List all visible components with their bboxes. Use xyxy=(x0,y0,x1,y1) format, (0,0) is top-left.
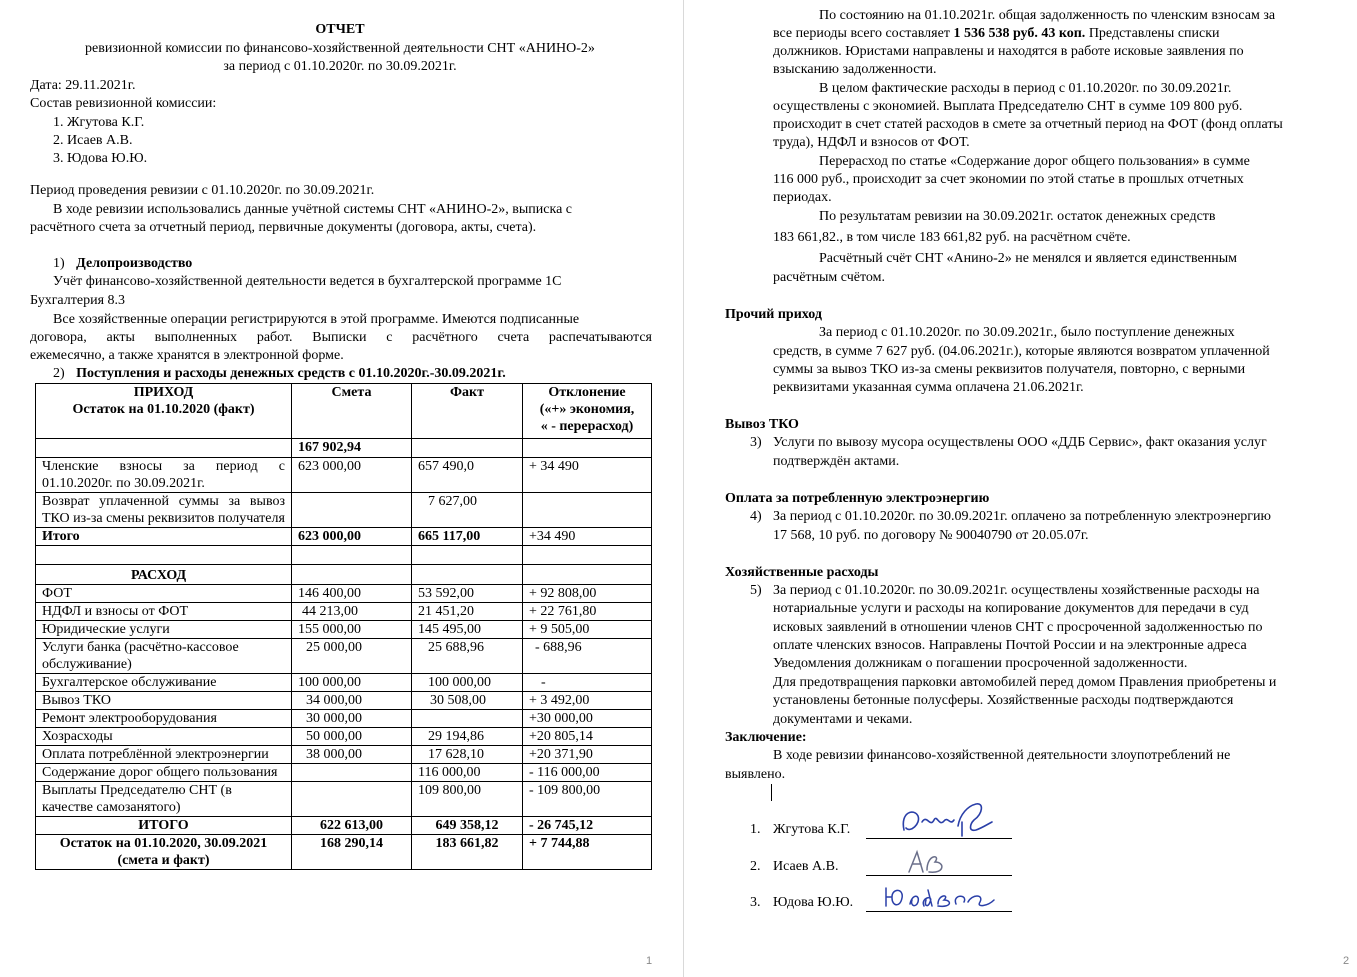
paragraph-line: должников. Юристами направлены и находятся в работе исковые заявления по xyxy=(773,44,1244,59)
paragraph-line: Уведомления должникам о погашении просроченной задолженности. xyxy=(773,656,1188,671)
signer-number: 1. xyxy=(750,822,761,837)
header-opening: Остаток на 01.10.2020 (факт) xyxy=(72,402,255,417)
header-deviation: « - перерасход) xyxy=(540,419,634,434)
row-deviation: + 3 492,00 xyxy=(523,692,652,710)
commission-title: Состав ревизионной комиссии: xyxy=(30,96,217,111)
paragraph-line: Учёт финансово-хозяйственной деятельности ведется в бухгалтерской программе 1С xyxy=(53,274,562,289)
paragraph-line: взысканию задолженности. xyxy=(773,62,937,77)
table-row xyxy=(36,585,652,603)
row-fact: 145 495,00 xyxy=(412,621,523,639)
intro-line: В ходе ревизии использовались данные учётной системы СНТ «АНИНО-2», выписка с xyxy=(53,202,573,217)
row-deviation xyxy=(523,493,652,528)
section-2-heading xyxy=(53,366,506,382)
row-deviation: - 26 745,12 xyxy=(523,817,652,835)
list-number: 5) xyxy=(750,583,762,598)
commission-member: 1. Жгутова К.Г. xyxy=(53,115,145,130)
row-fact: 116 000,00 xyxy=(412,764,523,782)
row-plan: 155 000,00 xyxy=(292,621,412,639)
section-title: Прочий приход xyxy=(725,307,822,322)
header-income: ПРИХОД xyxy=(133,385,194,400)
closing-balance-row xyxy=(36,835,652,870)
paragraph-line: труда), НДФЛ и взносов от ФОТ. xyxy=(773,135,970,150)
row-deviation: - 688,96 xyxy=(523,639,652,674)
paragraph-line: подтверждён актами. xyxy=(773,454,900,469)
table-row xyxy=(36,764,652,782)
table-row xyxy=(36,728,652,746)
row-name: Выплаты Председателю СНТ (в качестве самозанятого) xyxy=(36,782,292,817)
row-name: Содержание дорог общего пользования xyxy=(36,764,292,782)
opening-balance-cell: 167 902,94 xyxy=(292,439,412,458)
row-name: Итого xyxy=(36,528,292,546)
row-plan: 34 000,00 xyxy=(292,692,412,710)
income-total-row xyxy=(36,528,652,546)
row-plan: 100 000,00 xyxy=(292,674,412,692)
signer-number: 2. xyxy=(750,859,761,874)
list-number: 3) xyxy=(750,435,762,450)
row-deviation: +20 371,90 xyxy=(523,746,652,764)
paragraph-line: За период с 01.10.2020г. по 30.09.2021г. оплачено за потребленную электроэнергию xyxy=(773,509,1271,524)
text-cursor xyxy=(771,784,772,801)
row-deviation: - 116 000,00 xyxy=(523,764,652,782)
table-cell xyxy=(36,546,292,565)
table-row xyxy=(36,674,652,692)
report-title: ОТЧЕТ xyxy=(315,22,365,37)
row-plan: 38 000,00 xyxy=(292,746,412,764)
table-cell xyxy=(36,439,292,458)
row-plan: 146 400,00 xyxy=(292,585,412,603)
table-row xyxy=(36,546,652,565)
grand-total-row xyxy=(36,817,652,835)
row-fact: 183 661,82 xyxy=(412,835,523,870)
paragraph-line: осуществлены с экономией. Выплата Председателю СНТ в сумме 109 800 руб. xyxy=(773,99,1243,114)
paragraph-line: нотариальные услуги и расходы на копирование документов для передачи в суд xyxy=(773,601,1249,616)
row-plan: 168 290,14 xyxy=(292,835,412,870)
paragraph-line: Расчётный счёт СНТ «Анино-2» не менялся и является единственным xyxy=(819,251,1238,266)
row-name: Услуги банка (расчётно-кассовое обслуживание) xyxy=(36,639,292,674)
section-title: Делопроизводство xyxy=(76,256,193,271)
signature-isaev xyxy=(905,846,955,878)
row-deviation: + 22 761,80 xyxy=(523,603,652,621)
row-fact: 7 627,00 xyxy=(412,493,523,528)
paragraph-line: Перерасход по статье «Содержание дорог общего пользования» в сумме xyxy=(819,154,1250,169)
expense-header-row xyxy=(36,565,652,585)
paragraph-line: оплате членских взносов. Направлены Почтой России и на электронные адреса xyxy=(773,638,1247,653)
section-title: Оплата за потребленную электроэнергию xyxy=(725,491,990,506)
row-name: Членские взносы за период с 01.10.2020г. по 30.09.2021г. xyxy=(36,458,292,493)
paragraph-line: 183 661,82., в том числе 183 661,82 руб. на расчётном счёте. xyxy=(773,230,1131,245)
paragraph-line: периодах. xyxy=(773,190,832,205)
conclusion-title: Заключение: xyxy=(725,730,807,745)
row-deviation: + 9 505,00 xyxy=(523,621,652,639)
row-name: Ремонт электрооборудования xyxy=(36,710,292,728)
report-subtitle: ревизионной комиссии по финансово-хозяйственной деятельности СНТ «АНИНО-2» xyxy=(85,41,595,56)
paragraph-line: документами и чеками. xyxy=(773,712,913,727)
row-name: НДФЛ и взносы от ФОТ xyxy=(36,603,292,621)
table-row xyxy=(36,493,652,528)
debt-amount: 1 536 538 руб. 43 коп. xyxy=(953,26,1086,41)
paragraph-line: суммы за вывоз ТКО из-за смены реквизитов получателя, повторно, с верными xyxy=(773,362,1246,377)
paragraph-line: В целом фактические расходы в период с 01.10.2020г. по 30.09.2021г. xyxy=(819,81,1232,96)
row-name: Возврат уплаченной суммы за вывоз ТКО из-за смены реквизитов получателя xyxy=(36,493,292,528)
row-fact: 100 000,00 xyxy=(412,674,523,692)
row-deviation: + 34 490 xyxy=(523,458,652,493)
row-plan: 623 000,00 xyxy=(292,528,412,546)
expense-header: РАСХОД xyxy=(36,565,292,585)
signer-number: 3. xyxy=(750,895,761,910)
row-name: Вывоз ТКО xyxy=(36,692,292,710)
row-fact: 17 628,10 xyxy=(412,746,523,764)
row-name: ИТОГО xyxy=(36,817,292,835)
paragraph-line: расчётным счётом. xyxy=(773,270,885,285)
table-row xyxy=(36,710,652,728)
row-fact: 21 451,20 xyxy=(412,603,523,621)
section-1-heading xyxy=(53,256,192,272)
table-cell xyxy=(292,546,412,565)
table-cell xyxy=(292,565,412,585)
intro-line: расчётного счета за отчетный период, первичные документы (договора, акты, счета). xyxy=(30,220,537,235)
paragraph-line: Для предотвращения парковки автомобилей перед домом Правления приобретены и xyxy=(773,675,1277,690)
row-fact: 665 117,00 xyxy=(412,528,523,546)
paragraph-line: Бухгалтерия 8.3 xyxy=(30,293,126,308)
paragraph-line: По результатам ревизии на 30.09.2021г. остаток денежных средств xyxy=(819,209,1216,224)
row-plan: 44 213,00 xyxy=(292,603,412,621)
paragraph-line: За период с 01.10.2020г. по 30.09.2021г. осуществлены хозяйственные расходы на xyxy=(773,583,1260,598)
report-period: за период с 01.10.2020г. по 30.09.2021г. xyxy=(223,59,457,74)
row-plan: 50 000,00 xyxy=(292,728,412,746)
paragraph-line: средств, в сумме 7 627 руб. (04.06.2021г.), которые являются возвратом уплаченной xyxy=(773,344,1270,359)
page-number: 1 xyxy=(646,955,653,967)
table-cell xyxy=(412,439,523,458)
row-plan: 623 000,00 xyxy=(292,458,412,493)
paragraph-line: происходит в счет статей расходов в смете за отчетный период на ФОТ (фонд оплаты xyxy=(773,117,1283,132)
table-row xyxy=(36,458,652,493)
table-cell xyxy=(523,439,652,458)
signer-name: Исаев А.В. xyxy=(773,859,839,874)
signer-name: Юдова Ю.Ю. xyxy=(773,895,854,910)
row-name: Бухгалтерское обслуживание xyxy=(36,674,292,692)
signer-name: Жгутова К.Г. xyxy=(773,822,851,837)
row-fact: 657 490,0 xyxy=(412,458,523,493)
table-cell xyxy=(523,565,652,585)
paragraph-line: установлены бетонные полусферы. Хозяйственные расходы подтверждаются xyxy=(773,693,1234,708)
paragraph-line: реквизитами указанная сумма оплачена 21.06.2021г. xyxy=(773,380,1084,395)
row-deviation: + 92 808,00 xyxy=(523,585,652,603)
paragraph-line xyxy=(773,26,1349,42)
row-deviation: - 109 800,00 xyxy=(523,782,652,817)
row-deviation: - xyxy=(523,674,652,692)
row-fact: 649 358,12 xyxy=(412,817,523,835)
row-plan xyxy=(292,493,412,528)
section-number: 1) xyxy=(53,256,65,271)
header-deviation: Отклонение xyxy=(548,385,626,400)
header-deviation: («+» экономия, xyxy=(539,402,635,417)
signature-yudova xyxy=(880,880,998,914)
row-plan xyxy=(292,782,412,817)
header-cell: Факт xyxy=(412,384,523,439)
section-title: Вывоз ТКО xyxy=(725,417,799,432)
table-row xyxy=(36,692,652,710)
table-row xyxy=(36,603,652,621)
table-cell xyxy=(523,546,652,565)
paragraph-line: За период с 01.10.2020г. по 30.09.2021г., было поступление денежных xyxy=(819,325,1235,340)
paragraph-line: договора, акты выполненных работ. Выписки с расчётного счета распечатываются xyxy=(30,330,652,345)
row-name: ФОТ xyxy=(36,585,292,603)
row-fact: 29 194,86 xyxy=(412,728,523,746)
paragraph-line: В ходе ревизии финансово-хозяйственной деятельности злоупотреблений не xyxy=(773,748,1231,763)
row-fact: 109 800,00 xyxy=(412,782,523,817)
paragraph-line: ежемесячно, а также хранятся в электронной форме. xyxy=(30,348,344,363)
row-fact xyxy=(412,710,523,728)
row-fact: 30 508,00 xyxy=(412,692,523,710)
commission-member: 3. Юдова Ю.Ю. xyxy=(53,151,148,166)
text-run: Представлены списки xyxy=(1085,26,1220,41)
table-row xyxy=(36,621,652,639)
paragraph-line: 116 000 руб., происходит за счет экономии по этой статье в прошлых отчетных xyxy=(773,172,1244,187)
row-name: Оплата потреблённой электроэнергии xyxy=(36,746,292,764)
row-plan xyxy=(292,764,412,782)
table-row xyxy=(36,639,652,674)
row-deviation: + 7 744,88 xyxy=(523,835,652,870)
text-run: все периоды всего составляет xyxy=(773,26,954,41)
page-number: 2 xyxy=(1343,955,1350,967)
paragraph-line: выявлено. xyxy=(725,767,786,782)
row-deviation: +30 000,00 xyxy=(523,710,652,728)
row-fact: 53 592,00 xyxy=(412,585,523,603)
row-plan: 622 613,00 xyxy=(292,817,412,835)
paragraph-line: Услуги по вывозу мусора осуществлены ООО «ДДБ Сервис», факт оказания услуг xyxy=(773,435,1267,450)
header-cell: Смета xyxy=(292,384,412,439)
table-row xyxy=(36,439,652,458)
section-title: Поступления и расходы денежных средств с 01.10.2020г.-30.09.2021г. xyxy=(76,366,506,381)
row-deviation: +34 490 xyxy=(523,528,652,546)
row-name: Хозрасходы xyxy=(36,728,292,746)
paragraph-line: исковых заявлений в отношении членов СНТ с просроченной задолженностью по xyxy=(773,620,1263,635)
paragraph-line: 17 568, 10 руб. по договору № 90040790 от 20.05.07г. xyxy=(773,528,1089,543)
row-fact: 25 688,96 xyxy=(412,639,523,674)
row-name: Юридические услуги xyxy=(36,621,292,639)
table-row xyxy=(36,782,652,817)
section-title: Хозяйственные расходы xyxy=(725,565,879,580)
report-date: Дата: 29.11.2021г. xyxy=(30,78,136,93)
list-number: 4) xyxy=(750,509,762,524)
header-cell xyxy=(36,384,292,439)
table-row xyxy=(36,746,652,764)
commission-member: 2. Исаев А.В. xyxy=(53,133,133,148)
row-plan: 30 000,00 xyxy=(292,710,412,728)
table-cell xyxy=(412,546,523,565)
row-name xyxy=(36,835,292,870)
table-cell xyxy=(412,565,523,585)
paragraph-line: По состоянию на 01.10.2021г. общая задолженность по членским взносам за xyxy=(819,8,1276,23)
header-cell xyxy=(523,384,652,439)
signature-zhgutova xyxy=(896,800,996,846)
section-number: 2) xyxy=(53,366,65,381)
audit-period: Период проведения ревизии с 01.10.2020г. по 30.09.2021г. xyxy=(30,183,375,198)
table-header-row xyxy=(36,384,652,439)
paragraph-line: Все хозяйственные операции регистрируются в этой программе. Имеются подписанные xyxy=(53,312,580,327)
page-divider xyxy=(683,0,684,977)
row-plan: 25 000,00 xyxy=(292,639,412,674)
row-deviation: +20 805,14 xyxy=(523,728,652,746)
finance-table xyxy=(35,383,652,870)
closing-balance-label: Остаток на 01.10.2020, 30.09.2021 xyxy=(59,836,268,851)
closing-balance-sub: (смета и факт) xyxy=(117,853,210,868)
